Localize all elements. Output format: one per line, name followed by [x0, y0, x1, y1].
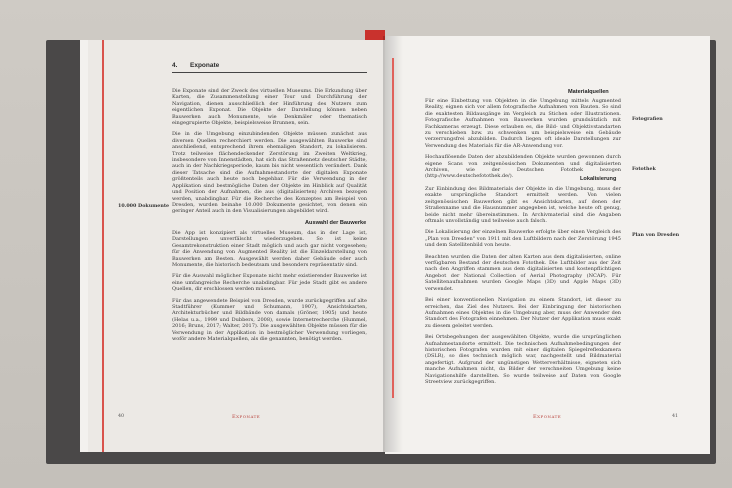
paragraph: Die in die Umgebung einzubindenden Objekte müssen zunächst aus diversen Quellen recherchiert werden. Die ausgewählten Bauwerke sind anschließend, entsprechend ihrem ehemaligen Standort, zu lokalisieren. Trotz teilweise flächendeckender Zerstörung im Zweiten Weltkrieg, insbesondere von Innenstädten, hat sich das Straßennetz deutscher Städte, auch in der Nachkriegsperiode, kaum bis nicht wesentlich verändert. Dank dieser Tatsache sind die Aufnahmestandorte der digitalen Exponate größtenteils auch heute noch begehbar. Für die Verwendung in der Applikation sind bestmögliche Daten der Objekte im Hinblick auf Qualität und Position der Aufnahmen, die aus (digitalisierten) Archiven bezogen werden, unabdingbar. Für die Recherche des Konzeptes am Beispiel von Dresden, wurden beinahe 10.000 Dokumente gesichtet, von denen ein geringer Anteil auch in den Visualisierungen abgebildet wird.: [172, 131, 367, 215]
paragraph: Hochauflösende Daten der abzubildenden Objekte wurden gewonnen durch eigene Scans von zeitgenössischen Dokumenten und digitalisierten Archiven, wie der Deutschen Fotothek bezogen (http://www.deutschefotothek.de/).: [425, 154, 621, 180]
chapter-title: Exponate: [190, 62, 220, 69]
right-materials-text: [425, 98, 621, 185]
paragraph: Bei Ortsbegehungen der ausgewählten Objekte, wurde die ursprünglichen Aufnahmestandorte ermittelt. Die technischen Aufnahmebedingungen der historischen Fotografen wurden mit einer digitalen Spiegelreflexkamera (DSLR), so dies technisch möglich war, nachgestellt und Bildmaterial angefertigt. Aufgrund der ungünstigen Wetterverhältnisse, eigneten sich manche Aufnahmen nicht, da Bilder der verschneiten Umgebung keine Navigationshilfe darstellten. So wurde teilweise auf Daten von Google Streetview zurückgegriffen.: [425, 334, 621, 385]
paragraph: Die App ist konzipiert als virtuelles Museum, das in der Lage ist, Darstellungen unverfälscht wiederzugeben. So ist keine Gesamtrekonstruktion einer Stadt möglich und auch gar nicht vorgesehen; für die Anwendung von Augmented Reality ist die Einzeldarstellung von Bauwerken am Besten. Ausgewählt werden daher Gebäude oder auch Monumente, die historisch bedeutsam und besonders repräsentativ sind.: [172, 230, 367, 269]
section-heading-localization: Lokalisierung: [580, 176, 617, 182]
left-intro-text: [172, 88, 367, 220]
chapter-rule: [172, 72, 367, 73]
footer-title-right: Exponate: [533, 414, 562, 420]
page-number-right: 41: [672, 414, 679, 419]
left-selection-text: [172, 230, 367, 348]
left-page-red-edge: [102, 40, 104, 452]
margin-note-fotothek: Fotothek: [632, 166, 656, 172]
section-heading-materials: Materialquellen: [568, 89, 609, 95]
paragraph: Beachten wurden die Daten der alten Karten aus dem digitalisierten, online verfügbaren Bestand der deutschen Fotothek. Die Luftbilder aus der Zeit nach den Angriffen stammen aus dem digitalisierten und kostenpflichtigen Angebot der National Collection of Aerial Photography (NCAP). Für Satellitenaufnahmen wurden Google Maps (3D) und Apple Maps (3D) verwendet.: [425, 253, 621, 292]
paragraph: Die Exponate sind der Zweck des virtuellen Museums. Die Erkundung über Karten, die Zusammenstellung einer Tour und Durchführung der Navigation, dienen ausschließlich der Hinführung des Nutzers zum eigentlichen Exponat. Die Objekte der Darstellung können neben Bauwerken auch Monumente, wie Denkmäler oder thematisch eingegrupierte Objekte, beispielsweise Brunnen, sein.: [172, 88, 367, 127]
margin-note-plan: Plan von Dresden: [632, 232, 680, 238]
right-localization-text: [425, 186, 621, 390]
paragraph: Die Lokalisierung der einzelnen Bauwerke erfolgte über einen Vergleich des „Plan von Dresden" von 1911 mit den Luftbildern nach der Zerstörung 1945 und dem Satellitenbild von heute.: [425, 229, 621, 249]
right-page-red-mark: [392, 58, 394, 398]
page-number-left: 40: [118, 414, 125, 419]
paragraph: Zur Einbindung des Bildmaterials der Objekte in die Umgebung, muss der exakte ursprüngliche Standort ermittelt werden. Von vielen zeitgenössischen Bauwerken gibt es Ansichtskarten, auf denen der Straßenname und die Hausnummer angegeben ist, welche heute oft genug, beide nicht mehr übereinstimmen. In Archivmaterial sind die Angaben oftmals unvollständig und teilweise auch falsch.: [425, 186, 621, 225]
footer-title-left: Exponate: [232, 414, 261, 420]
margin-note-documents: 10.000 Dokumente: [118, 203, 170, 209]
paragraph: Für die Auswahl möglicher Exponate nicht mehr existierender Bauwerke ist eine umfangreiche Recherche unabdingbar. Für jede Stadt gibt es andere Quellen, dir erschlossen werden müssen.: [172, 273, 367, 293]
section-heading-selection: Auswahl der Bauwerke: [305, 220, 367, 226]
margin-note-photographs: Fotografien: [632, 116, 663, 122]
chapter-number: 4.: [172, 62, 178, 69]
paragraph: Bei einer konventionellen Navigation zu einem Standort, ist dieser zu erreichen, das Ziel des Nutzers. Bei der Einbringung der historischen Aufnahmen eines Objektes in die Umgebung aber, muss der Anwender den Standort des Fotografen einnehmen. Der Nutzer der Applikation muss exakt zu diesem geleitet werden.: [425, 297, 621, 329]
paragraph: Für das angewendete Beispiel von Dresden, wurde zurückgegriffen auf alte Stadtführer (Kummer und Schumann, 1907), Ansichtskarten, Architekturbücher und Bildbände von damals (Gröner, 1905) und heute (Helas u.a., 1999 und Dubbers, 2008), sowie Internetrecherche (Hummel, 2016; Bruns, 2017; Walter, 2017). Die ausgewählten Objekte müssen für die Verwendung in der Applikation in bestmöglicher Verwendung vorliegen, woför andere Materialquellen, als die genannten, benötigt werden.: [172, 297, 367, 343]
paragraph: Für eine Einbettung von Objekten in die Umgebung mittels Augmented Reality, eignen sich vor allem fotografische Aufnahmen von Bauten. So sind die exaktesten Bildausgänge im Vergleich zu Stichen oder Illustrationen. Fotografische Aufnahmen von Bauwerken wurden grundsätzlich mit Fachkameras erzeugt. Diese erlauben es, die Bild- und Objektivstandarten zu verschieben bzw. zu schwenken um beispielsweise ein Gebäude verzerrungsfrei abzubilden. Dadurch liegen oft ideale Darstellungen zur Verwendung des Materials für die AR-Anwendung vor.: [425, 98, 621, 149]
